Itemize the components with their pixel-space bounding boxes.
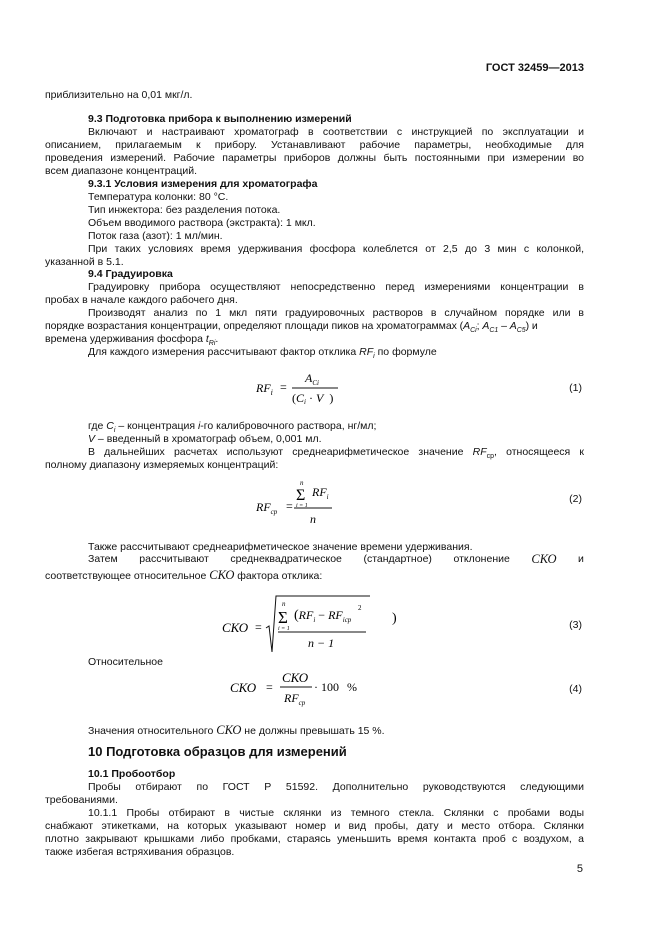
formula-3-pow: 2	[358, 604, 362, 612]
text-line: всем диапазоне концентраций.	[45, 165, 198, 177]
text-line: Пробы отбирают по ГОСТ Р 51592. Дополнительно руководствуются следующими	[88, 781, 584, 793]
formula-1-denominator: (Ci · V )	[292, 391, 334, 406]
formula-3-sum-top: n	[282, 600, 286, 608]
text-line: Тип инжектора: без разделения потока.	[88, 204, 281, 216]
formula-4-denominator: $RF_{ср}$	[284, 691, 306, 707]
text-line: полному диапазону измеряемых концентраций:	[45, 459, 279, 471]
word: среднеквадратическое	[230, 552, 342, 565]
formula-2-lhs: $RF_{ср}$	[256, 500, 278, 516]
formula-3-eq: =	[255, 620, 262, 634]
formula-2-eq: =	[286, 499, 293, 513]
formula-3	[220, 592, 410, 658]
text-line: требованиями.	[45, 794, 118, 806]
equation-number-1: (1)	[569, 382, 582, 394]
text-line: проведения измерений. Рабочие параметры приборов должны быть постоянными при измерении во	[45, 152, 584, 164]
formula-1-numerator: $A_{Ci}$	[305, 371, 319, 387]
text-line: описанием, прилагаемым к прибору. Устанавливают рабочие параметры, необходимые для	[45, 139, 584, 151]
formula-4	[228, 667, 368, 711]
paragraph-continuation: приблизительно на 0,01 мкг/л.	[45, 89, 193, 101]
formula-2-sum-bottom: i = 1	[296, 503, 308, 509]
text-line: 10.1.1 Пробы отбирают в чистые склянки из темного стекла. Склянки с пробами воды	[88, 807, 584, 819]
text-line: Включают и настраивают хроматограф в соответствии с инструкцией по эксплуатации и	[88, 126, 584, 138]
formula-4-eq: =	[266, 680, 273, 694]
text-line-spread	[88, 551, 584, 567]
formula-1-lhs: $RF_i$	[256, 381, 273, 397]
text-line: Температура колонки: 80 °С.	[88, 191, 229, 203]
text-line: Также рассчитывают среднеарифметическое значение времени удерживания.	[88, 541, 473, 553]
formula-2-term: $RF_i$	[312, 485, 329, 501]
word: отклонение	[453, 552, 510, 565]
section-heading-9-3-1: 9.3.1 Условия измерения для хроматографа	[88, 178, 318, 190]
equation-number-4: (4)	[569, 683, 582, 695]
text-line: пробах в начале каждого рабочего дня.	[45, 294, 238, 306]
equation-number-2: (2)	[569, 493, 582, 505]
word: и	[578, 552, 584, 565]
text-line: плотно закрывают крышками либо пробками, стараясь уменьшить время контакта проб с воздухом, а	[45, 833, 584, 845]
text-line: Производят анализ по 1 мкл пяти градуировочных растворов в случайном порядке или в	[88, 307, 584, 319]
formula-2-sum: Σ	[296, 487, 306, 504]
text-line: снабжают этикетками, на которых указывают номер и вид пробы, дату и место отбора. Склянки	[45, 820, 584, 832]
page-number: 5	[576, 863, 583, 875]
text-line: При таких условиях время удерживания фосфора колеблется от 2,5 до 3 мин с колонкой,	[88, 243, 584, 255]
section-heading-9-3: 9.3 Подготовка прибора к выполнению измерений	[88, 113, 352, 125]
formula-3-denominator: n − 1	[308, 636, 335, 650]
formula-2-sum-top: n	[300, 479, 304, 487]
formula-1-eq: =	[280, 380, 287, 394]
text-line: Поток газа (азот): 1 мл/мин.	[88, 230, 223, 242]
text-line: где $C_i$ – концентрация i-го калибровочного раствора, нг/мл;	[88, 420, 377, 435]
word: Затем	[88, 552, 118, 565]
text-line: также избегая встряхивания образцов.	[45, 846, 235, 858]
formula-4-lhs: СКО	[230, 680, 257, 695]
formula-4-percent: %	[347, 680, 357, 694]
formula-3-close-paren: )	[392, 611, 397, 626]
equation-number-3: (3)	[569, 619, 582, 631]
word: рассчитывают	[139, 552, 209, 565]
text-line: указанной в 5.1.	[45, 256, 124, 268]
section-heading-9-4: 9.4 Градуировка	[88, 268, 173, 280]
word: (стандартное)	[363, 552, 432, 565]
cko-symbol: СКО	[531, 551, 557, 566]
formula-3-sum: Σ	[278, 608, 288, 627]
formula-2	[250, 478, 350, 530]
formula-3-lhs: СКО	[222, 620, 249, 635]
text-line: Градуировку прибора осуществляют непосредственно перед измерениями концентрации в	[88, 281, 584, 293]
formula-3-sum-bottom: i = 1	[278, 626, 290, 632]
text-line: Значения относительного СКО не должны превышать 15 %.	[88, 723, 385, 737]
formula-4-numerator: СКО	[282, 670, 309, 685]
section-heading-10-1: 10.1 Пробоотбор	[88, 768, 176, 780]
formula-1	[250, 368, 360, 410]
section-heading-10: 10 Подготовка образцов для измерений	[88, 744, 347, 759]
formula-2-denominator: n	[310, 512, 316, 526]
text-line: соответствующее относительное СКО фактора отклика:	[45, 568, 323, 582]
page-header: ГОСТ 32459—2013	[485, 62, 584, 74]
text-line: порядке возрастания концентрации, определяют площади пиков на хроматограммах ($A_{Ci}$; $A_{C1} - A_{C5}$) и	[45, 320, 538, 335]
text-line: Относительное	[88, 656, 163, 668]
text-line: времена удерживания фосфора $t_{Ri}$.	[45, 333, 219, 348]
text-line: V – введенный в хроматограф объем, 0,001 мл.	[88, 433, 322, 445]
text-line: Для каждого измерения рассчитывают фактор отклика $RF_i$ по формуле	[88, 346, 437, 361]
formula-3-term: ($RF_i - RF_{iср}$	[294, 608, 352, 624]
formula-4-multiplier: · 100	[314, 680, 339, 694]
text-line: Объем вводимого раствора (экстракта): 1 мкл.	[88, 217, 316, 229]
text-line: В дальнейших расчетах используют среднеарифметическое значение $RF_{ср}$, относящееся к	[88, 446, 584, 461]
